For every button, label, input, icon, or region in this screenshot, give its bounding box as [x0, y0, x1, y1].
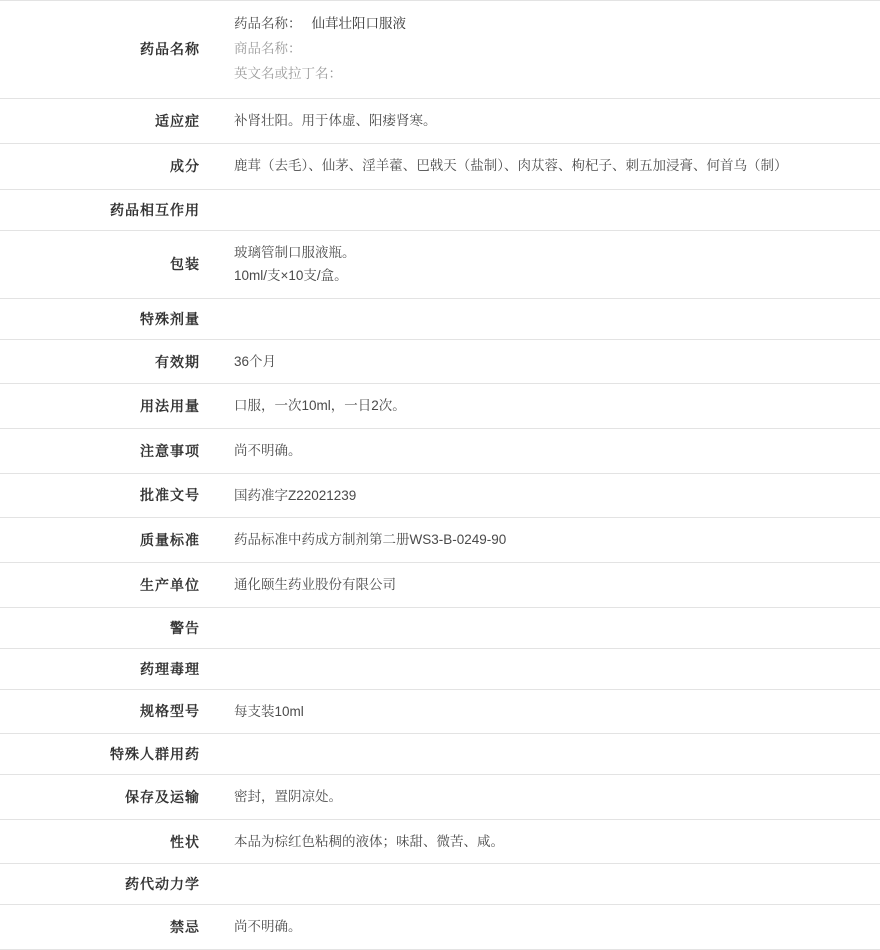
- row-label-approval-number: 批准文号: [0, 473, 214, 518]
- row-label-storage-transport: 保存及运输: [0, 775, 214, 820]
- row-value-pharmacokinetics: [214, 864, 880, 905]
- drug-name-key: 药品名称：: [234, 16, 302, 31]
- row-label-drug-name: 药品名称: [0, 1, 214, 99]
- trade-name-line: [234, 37, 868, 62]
- row-value-special-population: [214, 734, 880, 775]
- table-row: [0, 734, 880, 775]
- table-row: [0, 298, 880, 339]
- row-value-ingredients: 鹿茸（去毛）、仙茅、淫羊藿、巴戟天（盐制）、肉苁蓉、枸杞子、刺五加浸膏、何首乌（制）: [214, 143, 880, 189]
- table-row: [0, 518, 880, 563]
- row-value-warning: [214, 607, 880, 648]
- row-value-indications: 补肾壮阳。用于体虚、阳痿肾寒。: [214, 98, 880, 143]
- table-row: [0, 384, 880, 429]
- table-row: [0, 648, 880, 689]
- table-row: [0, 473, 880, 518]
- row-label-ingredients: 成分: [0, 143, 214, 189]
- table-row: [0, 607, 880, 648]
- trade-name-key: 商品名称：: [234, 40, 302, 56]
- drug-name-value: 仙茸壮阳口服液: [311, 16, 406, 31]
- row-label-packaging: 包装: [0, 230, 214, 298]
- row-label-special-dosage: 特殊剂量: [0, 298, 214, 339]
- table-row: [0, 98, 880, 143]
- table-row: [0, 189, 880, 230]
- row-value-pharmacology-toxicology: [214, 648, 880, 689]
- row-value-precautions: 尚不明确。: [214, 429, 880, 474]
- row-label-quality-standard: 质量标准: [0, 518, 214, 563]
- row-value-contraindications: 尚不明确。: [214, 905, 880, 950]
- table-row: [0, 562, 880, 607]
- row-label-interactions: 药品相互作用: [0, 189, 214, 230]
- row-value-appearance: 本品为棕红色粘稠的液体；味甜、微苦、咸。: [214, 819, 880, 864]
- row-label-pharmacokinetics: 药代动力学: [0, 864, 214, 905]
- row-value-shelf-life: 36个月: [214, 339, 880, 384]
- latin-name-key: 英文名或拉丁名：: [234, 65, 342, 81]
- table-row: [0, 429, 880, 474]
- table-row: [0, 905, 880, 950]
- row-label-dosage-usage: 用法用量: [0, 384, 214, 429]
- row-value-dosage-usage: 口服，一次10ml，一日2次。: [214, 384, 880, 429]
- row-value-storage-transport: 密封，置阴凉处。: [214, 775, 880, 820]
- row-label-warning: 警告: [0, 607, 214, 648]
- packaging-line-2: 10ml/支×10支/盒。: [234, 268, 348, 284]
- row-value-drug-name: [214, 1, 880, 99]
- table-row: [0, 864, 880, 905]
- row-label-precautions: 注意事项: [0, 429, 214, 474]
- row-label-pharmacology-toxicology: 药理毒理: [0, 648, 214, 689]
- table-row: [0, 143, 880, 189]
- table-row: [0, 819, 880, 864]
- row-label-appearance: 性状: [0, 819, 214, 864]
- row-value-interactions: [214, 189, 880, 230]
- row-value-specification: 每支装10ml: [214, 689, 880, 734]
- row-value-quality-standard: 药品标准中药成方制剂第二册WS3-B-0249-90: [214, 518, 880, 563]
- row-label-special-population: 特殊人群用药: [0, 734, 214, 775]
- row-label-contraindications: 禁忌: [0, 905, 214, 950]
- row-label-specification: 规格型号: [0, 689, 214, 734]
- row-value-packaging: [214, 230, 880, 298]
- table-row: [0, 339, 880, 384]
- row-label-shelf-life: 有效期: [0, 339, 214, 384]
- row-value-manufacturer: 通化颐生药业股份有限公司: [214, 562, 880, 607]
- row-label-manufacturer: 生产单位: [0, 562, 214, 607]
- drug-info-table-body: [0, 1, 880, 950]
- table-row: [0, 1, 880, 99]
- table-row: [0, 689, 880, 734]
- table-row: [0, 230, 880, 298]
- packaging-line-1: 玻璃管制口服液瓶。: [234, 244, 356, 260]
- latin-name-line: [234, 62, 868, 87]
- row-label-indications: 适应症: [0, 98, 214, 143]
- drug-name-line: [234, 12, 868, 37]
- table-row: [0, 775, 880, 820]
- row-value-approval-number: 国药准字Z22021239: [214, 473, 880, 518]
- row-value-special-dosage: [214, 298, 880, 339]
